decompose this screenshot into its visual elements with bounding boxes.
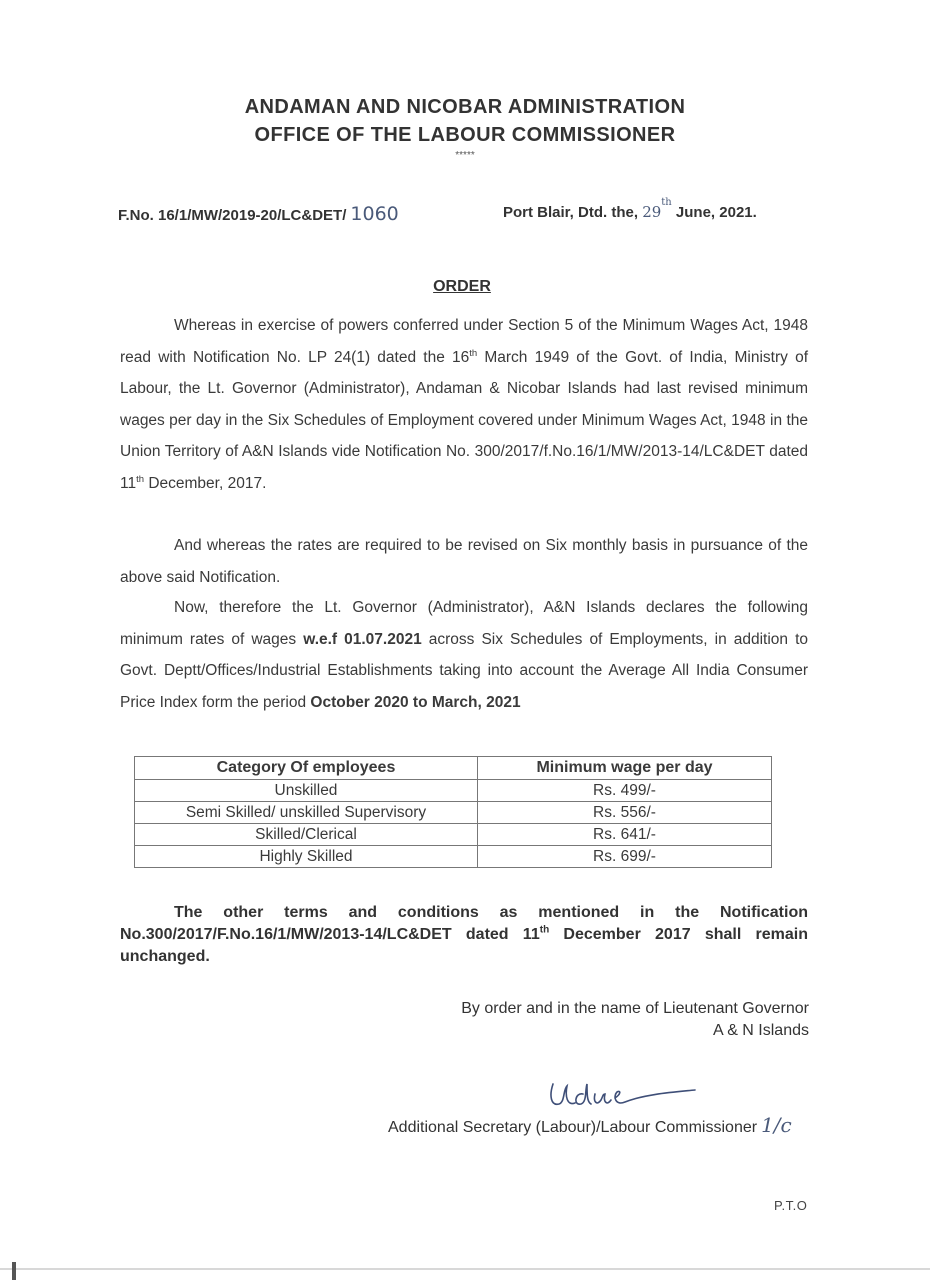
table-row <box>135 802 772 824</box>
minimum-wage-table <box>134 756 772 868</box>
place-date <box>503 197 757 221</box>
table-row <box>135 824 772 846</box>
column-header-wage: Minimum wage per day <box>478 757 772 780</box>
header-stars: ***** <box>455 150 475 161</box>
closing-paragraph: The other terms and conditions as mentioned in the Notification No.300/2017/F.No.16/1/MW/2013-14/LC&DET dated 11th December 2017 shall remain unchanged. <box>120 904 809 965</box>
signatory-designation <box>388 1113 792 1137</box>
month-year: June, 2021. <box>675 204 757 221</box>
order-paragraph-1: Whereas in exercise of powers conferred under Section 5 of the Minimum Wages Act, 1948 read with Notification No. LP 24(1) dated the 16th March 1949 of the Govt. of India, Ministry of Labour, the Lt. Governor (Administrator), Andaman & Nicobar Islands had last revised minimum wages per day in the Six Schedules of Employment covered under Minimum Wages Act, 1948 in the Union Territory of A&N Islands vide Notification No. 300/2017/f.No.16/1/MW/2013-14/LC&DET dated 11th December, 2017. <box>120 317 808 492</box>
category-cell: Semi Skilled/ unskilled Supervisory <box>135 802 478 824</box>
category-cell: Highly Skilled <box>135 846 478 868</box>
signature-authority <box>461 998 809 1042</box>
wage-cell: Rs. 556/- <box>478 802 772 824</box>
scan-edge-line <box>0 1268 930 1270</box>
wage-cell: Rs. 641/- <box>478 824 772 846</box>
file-reference <box>118 203 399 225</box>
place-date-prefix: Port Blair, Dtd. the, <box>503 204 639 221</box>
handwritten-signature <box>545 1076 705 1116</box>
table-header-row <box>135 757 772 780</box>
wage-cell: Rs. 699/- <box>478 846 772 868</box>
scan-edge-mark <box>12 1262 16 1280</box>
table-row <box>135 846 772 868</box>
designation-text: Additional Secretary (Labour)/Labour Commissioner <box>388 1119 758 1136</box>
file-number: F.No. 16/1/MW/2019-20/LC&DET/ <box>118 207 347 224</box>
header-administration: ANDAMAN AND NICOBAR ADMINISTRATION <box>244 96 686 118</box>
handwritten-file-number: 1060 <box>350 203 399 225</box>
column-header-category: Category Of employees <box>135 757 478 780</box>
handwritten-mark: 1/c <box>761 1113 792 1137</box>
handwritten-day-suffix: th <box>661 197 672 208</box>
header-office: OFFICE OF THE LABOUR COMMISSIONER <box>254 124 676 146</box>
order-paragraph-3: Now, therefore the Lt. Governor (Administrator), A&N Islands declares the following minimum rates of wages w.e.f 01.07.2021 across Six Schedules of Employments, in addition to Govt. Deptt/Offices/Industrial Establishments taking into account the Average All India Consumer Price Index form the period October 2020 to March, 2021 <box>120 599 809 711</box>
handwritten-day: 29 <box>642 203 662 221</box>
page-turn-over: P.T.O <box>774 1198 808 1213</box>
table-row <box>135 780 772 802</box>
category-cell: Skilled/Clerical <box>135 824 478 846</box>
order-title: ORDER <box>433 278 491 295</box>
authority-line-2: A & N Islands <box>712 1022 809 1039</box>
wage-cell: Rs. 499/- <box>478 780 772 802</box>
category-cell: Unskilled <box>135 780 478 802</box>
order-paragraph-2: And whereas the rates are required to be revised on Six monthly basis in pursuance of the above said Notification. <box>120 537 808 586</box>
authority-line-1: By order and in the name of Lieutenant Governor <box>461 1000 809 1017</box>
